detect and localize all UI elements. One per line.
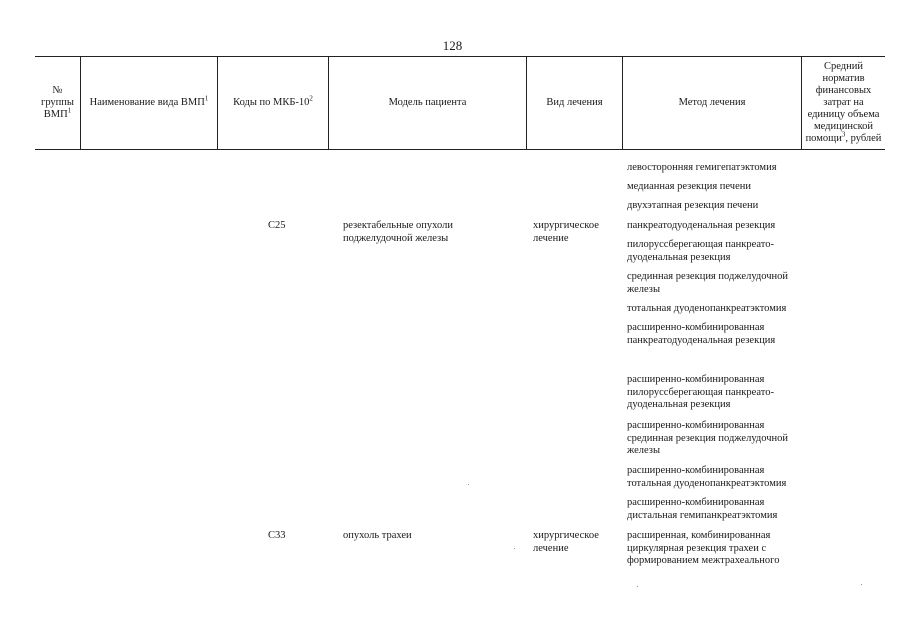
treatment-type-c25: хирургическое лечение	[533, 220, 599, 244]
method-item: тотальная дуоденопанкреатэктомия	[627, 303, 787, 314]
method-item: панкреатодуоденальная резекция	[627, 220, 776, 231]
header-treatment-method	[623, 57, 801, 149]
scan-speck	[514, 548, 515, 549]
scan-speck	[637, 586, 638, 587]
header-icd-codes-sup: 2	[309, 94, 313, 103]
header-vmp-name-sup: 1	[204, 94, 209, 103]
header-group-no	[35, 57, 80, 149]
method-item: левосторонняя гемигепатэктомия	[627, 162, 777, 173]
method-item: двухэтапная резекция печени	[627, 200, 759, 211]
header-patient-model-text: Модель пациента	[388, 97, 467, 108]
header-treatment-method-text: Метод лечения	[678, 97, 746, 108]
header-cost-norm-sup: 3	[841, 130, 846, 139]
header-vmp-name-text: Наименование вида ВМП	[89, 97, 205, 108]
icd-code-c33: C33	[268, 530, 286, 541]
method-item: расширенно-комбинированная срединная резекция поджелудочной железы	[627, 420, 788, 456]
header-vmp-name	[81, 57, 217, 149]
header-cost-norm-suffix: , рублей	[845, 133, 882, 144]
header-icd-codes-text: Коды по МКБ-10	[233, 97, 310, 108]
patient-model-c33: опухоль трахеи	[343, 530, 412, 541]
header-group-no-text: № группы ВМП	[41, 85, 74, 120]
header-patient-model	[329, 57, 526, 149]
header-group-no-sup: 1	[67, 106, 72, 115]
method-item: расширенно-комбинированная пилоруссберегающая панкреато-дуоденальная резекция	[627, 374, 774, 410]
header-cost-norm	[802, 57, 885, 149]
scan-speck	[468, 484, 469, 485]
method-item: расширенная, комбинированная циркулярная резекция трахеи с формированием межтрахеального	[627, 530, 780, 566]
method-item: медианная резекция печени	[627, 181, 751, 192]
icd-code-c25: C25	[268, 220, 286, 231]
method-item: расширенно-комбинированная панкреатодуоденальная резекция	[627, 322, 776, 346]
method-item: срединная резекция поджелудочной железы	[627, 271, 788, 295]
method-item: расширенно-комбинированная дистальная гемипанкреатэктомия	[627, 497, 778, 521]
header-icd-codes	[218, 57, 328, 149]
table-header	[35, 56, 885, 150]
patient-model-c25: резектабельные опухоли поджелудочной железы	[343, 220, 453, 244]
header-treatment-type-text: Вид лечения	[546, 97, 603, 108]
method-item: расширенно-комбинированная тотальная дуоденопанкреатэктомия	[627, 465, 787, 489]
scan-speck	[861, 584, 862, 585]
header-cost-norm-text: Средний норматив финансовых затрат на единицу объема медицинской помощи	[805, 61, 880, 144]
page-number: 128	[442, 38, 463, 53]
header-treatment-type	[527, 57, 622, 149]
method-item: пилоруссберегающая панкреато-дуоденальная резекция	[627, 239, 774, 263]
treatment-type-c33: хирургическое лечение	[533, 530, 599, 554]
